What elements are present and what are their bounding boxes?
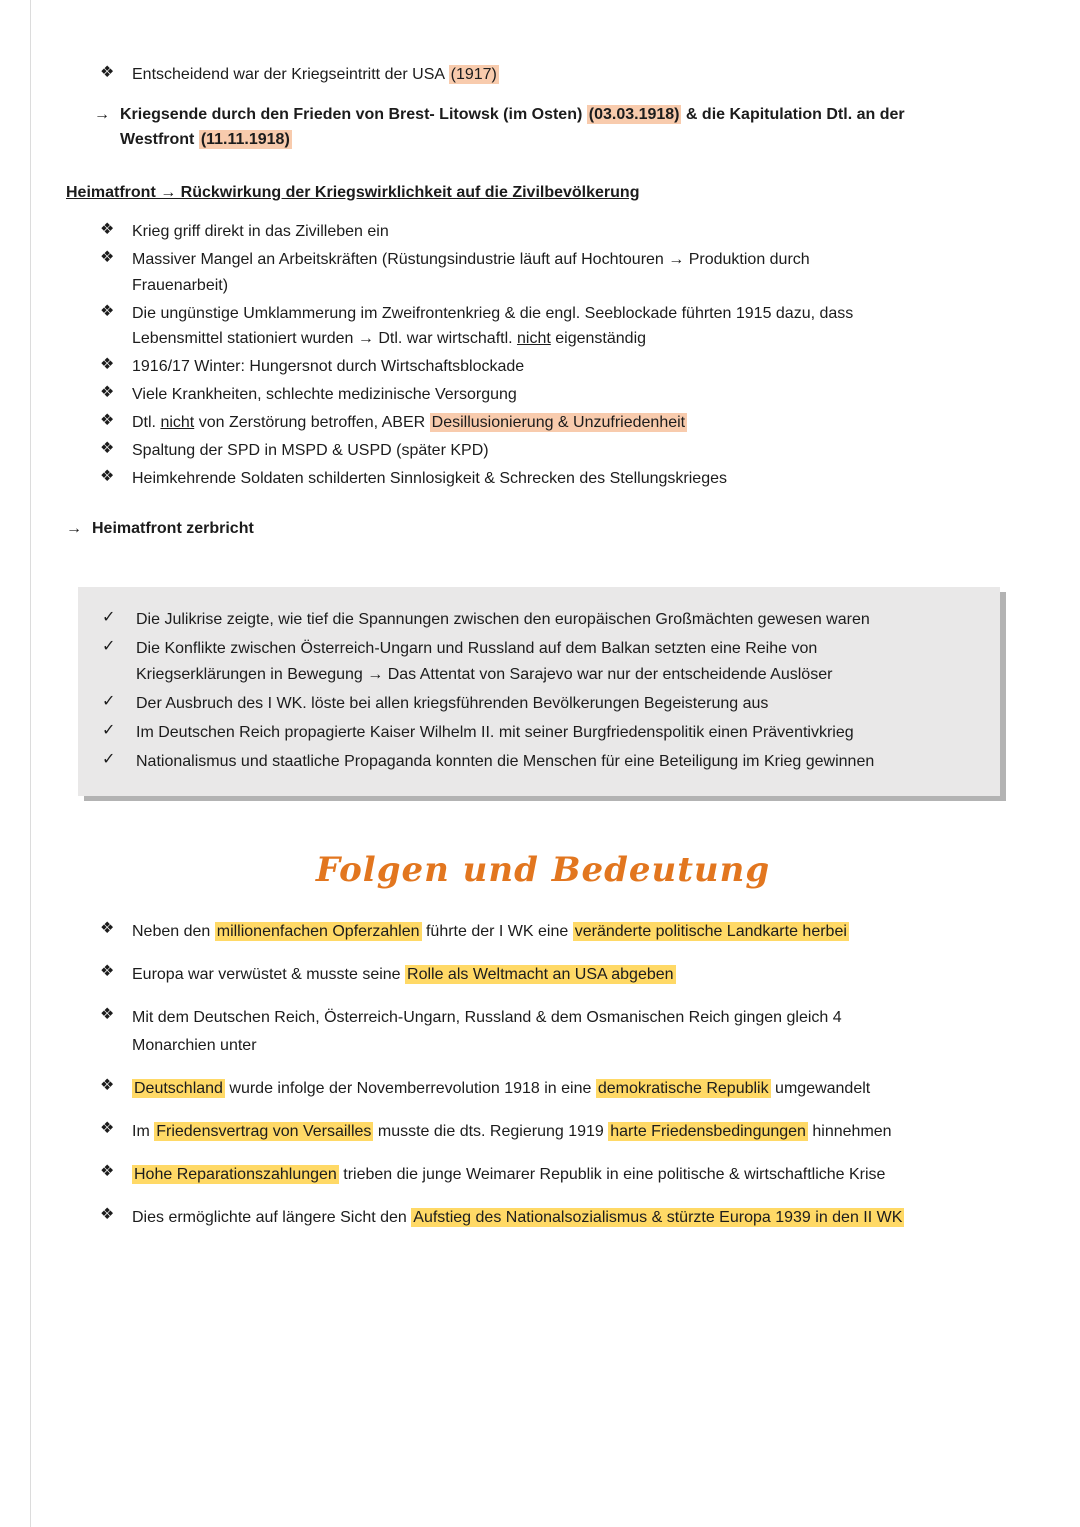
list-item-text (132, 961, 1020, 989)
list-item (100, 219, 1020, 245)
conclusion-text: Heimatfront zerbricht (92, 519, 254, 537)
list-item (100, 382, 1020, 408)
list-item-text (136, 749, 974, 775)
list-item-text (132, 1204, 1020, 1232)
text-segment: 1916/17 Winter: Hungersnot durch Wirtschaftsblockade (132, 358, 525, 376)
top-bullet-list (66, 62, 1020, 88)
list-item-text (132, 62, 1020, 88)
text-segment: Kriegserklärungen in Bewegung → Das Attentat von Sarajevo war nur der entscheidende Auslöser (136, 666, 833, 684)
text-segment: Neben den (132, 922, 215, 940)
list-item-text (132, 247, 1020, 299)
list-item-text (136, 720, 974, 746)
text-segment: Mit dem Deutschen Reich, Österreich-Ungarn, Russland & dem Osmanischen Reich gingen gleich 4 (132, 1008, 842, 1026)
bullet-marker-icon: ❖ (100, 1162, 115, 1180)
list-item (100, 1118, 1020, 1146)
text-segment: Viele Krankheiten, schlechte medizinische Versorgung (132, 386, 517, 404)
list-item (100, 410, 1020, 436)
bullet-marker-icon: ❖ (100, 440, 115, 458)
text-segment: Europa war verwüstet & musste seine (132, 965, 406, 983)
text-segment: musste die dts. Regierung 1919 (373, 1122, 609, 1140)
text-segment: wurde infolge der Novemberrevolution 1918 in eine (224, 1079, 596, 1097)
text-segment: Im Deutschen Reich propagierte Kaiser Wilhelm II. mit seiner Burgfriedenspolitik einen Präventivkrieg (136, 724, 854, 742)
text-segment: Lebensmittel stationiert wurden → Dtl. war wirtschaftl. (132, 330, 518, 348)
summary-box (78, 587, 1000, 795)
bullet-marker-icon: ❖ (100, 467, 115, 485)
highlighted-text: (03.03.1918) (588, 105, 680, 123)
text-segment: nicht (517, 330, 551, 348)
check-marker-icon: ✓ (102, 693, 116, 711)
list-item-text (132, 354, 1020, 380)
highlighted-text: Hohe Reparationszahlungen (134, 1165, 337, 1183)
text-segment: Nationalismus und staatliche Propaganda konnten die Menschen für eine Beteiligung im Krieg gewinnen (136, 752, 875, 770)
list-item (100, 1204, 1020, 1232)
list-item (102, 749, 974, 775)
check-marker-icon: ✓ (102, 609, 116, 627)
list-item (102, 636, 974, 688)
text-segment: Im (132, 1122, 155, 1140)
text-segment: Kriegsende durch den Frieden von Brest- Litowsk (im Osten) (120, 105, 587, 123)
list-item-text (132, 1161, 1020, 1189)
list-item-text (132, 918, 1020, 946)
text-segment: trieben die junge Weimarer Republik in eine politische & wirtschaftliche Krise (338, 1165, 886, 1183)
folgen-heading: Folgen und Bedeutung (315, 849, 771, 890)
highlighted-text: harte Friedensbedingungen (610, 1122, 806, 1140)
bullet-marker-icon: ❖ (100, 412, 115, 430)
text-segment: Westfront (120, 131, 199, 149)
list-item (100, 438, 1020, 464)
list-item-text (132, 1075, 1020, 1103)
highlighted-text: Desillusionierung & Unzufriedenheit (431, 414, 686, 432)
text-segment: eigenständig (550, 330, 647, 348)
heimatfront-heading: Heimatfront → Rückwirkung der Kriegswirklichkeit auf die Zivilbevölkerung (66, 183, 640, 201)
highlighted-text: veränderte politische Landkarte herbei (574, 922, 847, 940)
bullet-marker-icon: ❖ (100, 1205, 115, 1223)
heimatfront-conclusion (66, 516, 1020, 542)
text-segment: von Zerstörung betroffen, ABER (194, 414, 430, 432)
text-segment: Dtl. (132, 414, 161, 432)
text-segment: umgewandelt (770, 1079, 871, 1097)
list-item (100, 1004, 1020, 1060)
bullet-marker-icon: ❖ (100, 962, 115, 980)
list-item (100, 247, 1020, 299)
text-segment: Die Konflikte zwischen Österreich-Ungarn und Russland auf dem Balkan setzten eine Reihe von (136, 640, 818, 658)
bullet-marker-icon: ❖ (100, 1005, 115, 1023)
bullet-marker-icon: ❖ (100, 384, 115, 402)
bullet-marker-icon: ❖ (100, 1119, 115, 1137)
list-item (100, 354, 1020, 380)
list-item (100, 1161, 1020, 1189)
list-item-text (136, 636, 974, 688)
list-item (102, 691, 974, 717)
text-segment: Massiver Mangel an Arbeitskräften (Rüstungsindustrie läuft auf Hochtouren → Produktion durch (132, 250, 810, 268)
list-item-text (136, 607, 974, 633)
list-item-text (132, 219, 1020, 245)
list-item-text (132, 466, 1020, 492)
bullet-marker-icon: ❖ (100, 302, 115, 320)
text-segment: Monarchien unter (132, 1036, 257, 1054)
check-marker-icon: ✓ (102, 722, 116, 740)
list-item-text (132, 1004, 1020, 1060)
list-item (102, 720, 974, 746)
text-segment: Der Ausbruch des I WK. löste bei allen kriegsführenden Bevölkerungen Begeisterung aus (136, 695, 769, 713)
bullet-marker-icon: ❖ (100, 220, 115, 238)
text-segment: Entscheidend war der Kriegseintritt der USA (132, 66, 449, 83)
text-segment: Die ungünstige Umklammerung im Zweifrontenkrieg & die engl. Seeblockade führten 1915 dazu, dass (132, 304, 854, 322)
list-item-text (132, 382, 1020, 408)
highlighted-text: (11.11.1918) (200, 131, 290, 149)
text-segment: & die Kapitulation Dtl. an der (681, 105, 905, 123)
list-item (100, 918, 1020, 946)
list-item (100, 62, 1020, 88)
text-segment: Dies ermöglichte auf längere Sicht den (132, 1208, 412, 1226)
bullet-marker-icon: ❖ (100, 919, 115, 937)
list-item-text (132, 438, 1020, 464)
list-item-text (132, 410, 1020, 436)
text-segment: Die Julikrise zeigte, wie tief die Spannungen zwischen den europäischen Großmächten gewesen waren (136, 611, 870, 629)
list-item (100, 961, 1020, 989)
list-item-text (132, 1118, 1020, 1146)
highlighted-text: demokratische Republik (597, 1079, 769, 1097)
list-item (100, 301, 1020, 353)
highlighted-text: Deutschland (134, 1079, 223, 1097)
heimatfront-bullet-list (66, 219, 1020, 492)
bullet-marker-icon: ❖ (100, 356, 115, 374)
highlighted-text: Friedensvertrag von Versailles (156, 1122, 372, 1140)
kriegsende-arrow-paragraph (94, 102, 1020, 153)
arrow-icon: → (94, 105, 110, 123)
highlighted-text: Rolle als Weltmacht an USA abgeben (407, 965, 674, 983)
highlighted-text: (1917) (450, 66, 497, 83)
list-item (102, 607, 974, 633)
text-segment: Krieg griff direkt in das Zivilleben ein (132, 222, 389, 240)
text-segment: führte der I WK eine (421, 922, 573, 940)
text-segment: Heimkehrende Soldaten schilderten Sinnlosigkeit & Schrecken des Stellungskrieges (132, 469, 727, 487)
arrow-icon: → (66, 519, 82, 537)
check-marker-icon: ✓ (102, 638, 116, 656)
bullet-marker-icon: ❖ (100, 64, 115, 81)
list-item (100, 1075, 1020, 1103)
folgen-bullet-list (66, 918, 1020, 1232)
highlighted-text: millionenfachen Opferzahlen (216, 922, 420, 940)
kriegsende-text (120, 102, 1000, 153)
bullet-marker-icon: ❖ (100, 248, 115, 266)
list-item-text (132, 301, 1020, 353)
text-segment: Frauenarbeit) (132, 276, 229, 294)
list-item-text (136, 691, 974, 717)
highlighted-text: Aufstieg des Nationalsozialismus & stürzte Europa 1939 in den II WK (413, 1208, 903, 1226)
check-marker-icon: ✓ (102, 750, 116, 768)
text-segment: nicht (160, 414, 195, 432)
bullet-marker-icon: ❖ (100, 1076, 115, 1094)
text-segment: hinnehmen (807, 1122, 892, 1140)
text-segment: Spaltung der SPD in MSPD & USPD (später KPD) (132, 442, 489, 460)
list-item (100, 466, 1020, 492)
